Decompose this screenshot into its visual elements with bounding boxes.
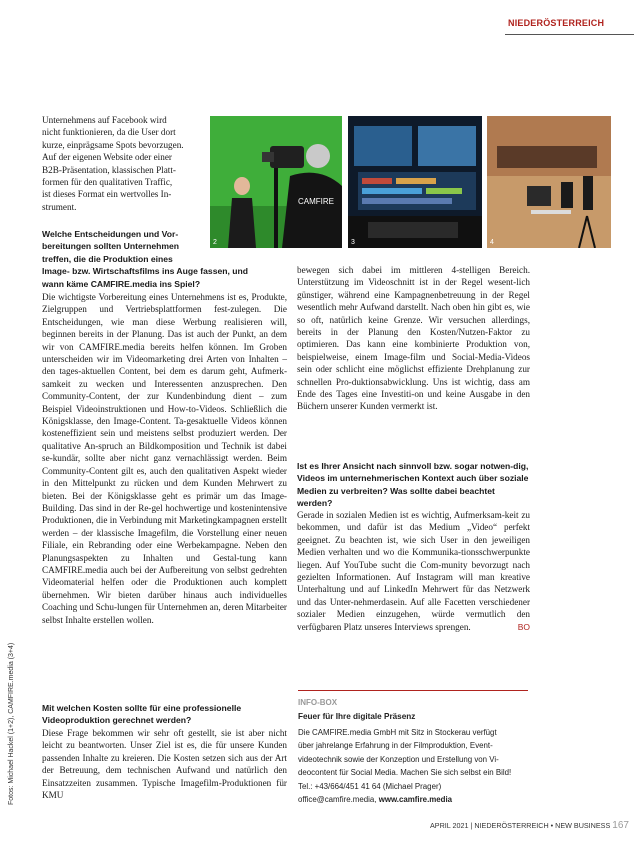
question-line: treffen, die die Produktion eines xyxy=(42,253,173,264)
section-label: NIEDERÖSTERREICH xyxy=(508,18,605,28)
answer-paragraph xyxy=(42,727,287,801)
photo-credit: Fotos: Michael Hackel (1+2), CAMFIRE.media (3+4) xyxy=(8,642,15,805)
question-heading xyxy=(42,702,287,727)
question-heading xyxy=(297,460,530,510)
answer-paragraph xyxy=(297,509,530,633)
text-line: Auf der eigenen Website oder einer xyxy=(42,152,172,163)
photo-studio-hall xyxy=(487,116,611,248)
infobox-line: videotechnik sowie der Konzeption und Erstellung von Vi- xyxy=(298,754,499,764)
photo-number: 4 xyxy=(490,239,494,246)
text-line: strument. xyxy=(42,201,77,212)
answer-paragraph xyxy=(42,291,287,626)
question-heading xyxy=(42,228,292,290)
text-line: B2B-Präsentation, klassischen Platt- xyxy=(42,164,176,175)
answer-text-body: Gerade in sozialen Medien ist es wichtig, Aufmerksam-keit zu bekommen, und dafür ist das Medium „Video“ perfekt geeignet. Zu beachten ist, wie sich User in den jeweiligen Medien verhalten und wo die Kommunika-tionsschwerpunkte liegen. Auf YouTube sucht die Com-munity bevorzugt nach gezielten Informationen. Auf Instagram will man kreative Unterhaltung und auf LinkedIn Mehrwert für das Netzwerk und das Unter-nehmerdasein. Auf alle Facetten verschiedener sozialer Medien einzugehen, würde vermutlich den verfügbaren Platz unseres Interviews sprengen. xyxy=(297,510,530,632)
photo-number: 3 xyxy=(351,239,355,246)
text-line: nicht funktionieren, da die User dort xyxy=(42,127,176,138)
website-link[interactable]: www.camfire.media xyxy=(378,795,453,805)
infobox-subtitle: Feuer für Ihre digitale Präsenz xyxy=(298,712,416,721)
infobox-title: INFO-BOX xyxy=(298,698,338,707)
question-line: bereitungen sollten Unternehmen xyxy=(42,241,180,252)
question-text: Ist es Ihrer Ansicht nach sinnvoll bzw. sogar notwen-dig, Videos im unternehmerischen Kontext auch über soziale Medien zu verbreiten? Was sollte dabei beachtet werden? xyxy=(297,461,529,509)
infobox-contact xyxy=(298,793,530,806)
article-col1-top xyxy=(42,114,202,213)
infobox-line: Die CAMFIRE.media GmbH mit Sitz in Stockerau verfügt xyxy=(298,728,497,737)
answer-text xyxy=(297,509,530,633)
footer-issue: APRIL 2021 | NIEDERÖSTERREICH • NEW BUSINESS xyxy=(430,821,611,830)
email-link[interactable]: office@camfire.media, xyxy=(298,795,377,805)
answer-text: Die wichtigste Vorbereitung eines Unternehmens ist es, Produkte, Zielgruppen und Vertriebsplattformen fest-zulegen. Die Entscheidungen, wie man diese Werbung realisieren will, beginnen bereits in der Planung. Das ist auch der Punkt, an dem wir von CAMFIRE.media bereits helfen können. Im Groben unterscheiden wir im Videomarketing drei Arten von Inhalten – den tages-aktuellen Content, bei dem es darum geht, Aufmerk-samkeit zu wecken und Interessenten anzusprechen. Den Community-Content, der zur Kundenbindung dient – zum Beispiel Videoinstruktionen und How-to-Videos. Schließlich die Königsklasse, den Image-Content. Ta-gesaktuelle Videos können kosteneffizient sein und meistens selbst produziert werden. Der qualitative An-spruch an Bildkomposition und Technik ist dabei se-kundär, sollte aber nicht ganz vernachlässigt werden. Beim Community-Content gilt es, auch den qualitativen Aspekt wieder in den Mittelpunkt zu rücken und dem Kunden Mehrwert zu bieten. Bei der Königsklasse geht es primär um das Image-Building. Das sind in der Re-gel hochwertige und kostenintensive Produktionen, die in Verbindung mit Marketingkampagnen erstellt werden – der klassische Imagefilm, die Vorstellung einer neuen Filiale, ein Rebranding oder eine Werbekampagne. Neben den Planungsaspekten zu Inhalten und Gestal-tung kann CAMFIRE.media auch bei der Aufbereitung von selbst gedrehten Videomaterial helfen oder die Produktionen auch komplett übernehmen. Wir bieten darüber hinaus auch individuelles Coaching und Schu-lungen für Unternehmen an, deren Mitarbeiter selbst Inhalte erstellen wollen. xyxy=(42,292,287,625)
svg-text:CAMFIRE: CAMFIRE xyxy=(298,197,334,206)
question-line: Image- bzw. Wirtschaftsfilms ins Auge fassen, und xyxy=(42,266,249,277)
infobox-line: über jahrelange Erfahrung in der Filmproduktion, Event- xyxy=(298,741,493,751)
page-number: 167 xyxy=(612,820,629,831)
infobox-line: deocontent für Social Media. Machen Sie sich selbst ein Bild! xyxy=(298,768,512,778)
infobox-body xyxy=(298,726,530,806)
infobox-rule xyxy=(298,690,528,691)
question-line: wann käme CAMFIRE.media ins Spiel? xyxy=(42,278,201,289)
text-line: Unternehmens auf Facebook wird xyxy=(42,115,167,125)
photo-number: 2 xyxy=(213,239,217,246)
infobox-line: Tel.: +43/664/451 41 64 (Michael Prager) xyxy=(298,781,442,791)
question-text: Mit welchen Kosten sollte für eine professionelle Videoproduktion gerechnet werden? xyxy=(42,703,242,726)
answer-text: bewegen sich dabei im mittleren 4-stelligen Bereich. Unterstützung im Videoschnitt ist in der Regel wesent-lich günstiger, während eine Kampagnenbetreuung in der Regel wesentlich mehr Aufwand darstellt. Nach oben hin gibt es, wie so oft, natürlich keine Grenze. Wir versuchen allerdings, bereits in der Planung den Kosten/Nutzen-Faktor zu optimieren. Das kann eine kombinierte Produktion von, beispielweise, einem Image-film und Social-Media-Videos sein oder schlicht eine möglichst effiziente Drehplanung zur schnellen Pro-duktionsabwicklung. Uns ist wichtig, dass am Ende des Tages eine Investiti-on und keine Ausgabe in den Büchern unserer Kunden vermerkt ist. xyxy=(297,265,530,412)
section-rule xyxy=(505,34,634,35)
photo-editing-monitors xyxy=(348,116,482,248)
answer-text: Diese Frage bekommen wir sehr oft gestellt, sie ist aber nicht leicht zu beantworten. Unser Ziel ist es, die für unsere Kunden passenden Inhalte zu kreieren. Die Kosten setzen sich aus der Art der Betreuung, dem technischen Aufwand und natürlich den Einsatzzeiten zusammen. Typische Imagefilm-Produktionen für KMU xyxy=(42,728,287,801)
page-footer xyxy=(430,820,629,831)
author-signoff: BO xyxy=(517,621,530,632)
text-line: ist dieses Format ein wertvolles In- xyxy=(42,189,172,200)
question-line: Welche Entscheidungen und Vor- xyxy=(42,229,179,239)
text-line: formen für den qualitativen Traffic, xyxy=(42,177,173,188)
answer-paragraph xyxy=(297,264,530,413)
text-line: kurze, einprägsame Spots bevorzugen. xyxy=(42,139,184,150)
